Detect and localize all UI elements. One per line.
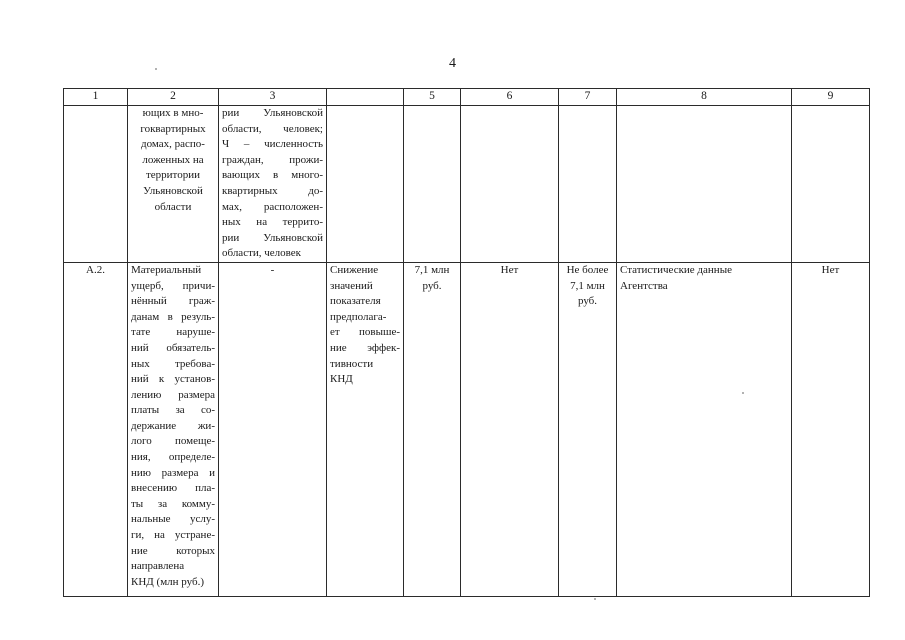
cell-text-line: вающих в много- [222, 169, 323, 182]
cell-text-line: территории [145, 169, 200, 182]
cell-a2-col6: Нет [461, 262, 559, 596]
indicators-table [63, 88, 870, 597]
table-row-continuation [64, 106, 870, 263]
page-number: 4 [449, 56, 456, 71]
cell-text-line: рии Ульяновской [222, 107, 323, 119]
header-col-2: 2 [128, 89, 219, 106]
cell-text-line: Ульяновской [143, 184, 203, 197]
cell-text-line: рии Ульяновской [222, 231, 323, 244]
cell-text-line: Ч – численность [222, 138, 323, 151]
header-row [64, 89, 870, 106]
cell-text-line: мах, расположен- [222, 200, 323, 213]
cell-cont-col2 [128, 106, 219, 263]
cell-text-line: лению размера [131, 388, 215, 401]
cell-cont-col5 [404, 106, 461, 263]
cell-text-line: направлена [131, 560, 185, 573]
cell-cont-col9 [792, 106, 870, 263]
cell-text-line: ние которых [131, 544, 215, 557]
scan-speck [155, 68, 157, 70]
cell-text-line: платы за со- [131, 404, 215, 417]
cell-text-line: Снижение [330, 263, 379, 276]
cell-text-line: внесению пла- [131, 482, 215, 495]
cell-text-line: нальные услу- [131, 513, 215, 526]
header-col-5: 5 [404, 89, 461, 106]
cell-text-line: ных требова- [131, 357, 215, 370]
cell-text-line: области [154, 200, 192, 213]
cell-text-line: Не более [566, 263, 609, 276]
cell-text-line: Материальный [131, 263, 202, 276]
cell-text-line: Агентства [620, 279, 668, 292]
cell-text-line: ний обязатель- [131, 341, 215, 354]
cell-a2-col9: Нет [792, 262, 870, 596]
cell-a2-interpretation [327, 262, 404, 596]
cell-text-line: руб. [577, 295, 598, 308]
cell-text-line: нию размера и [131, 466, 215, 479]
cell-a2-base-value [404, 262, 461, 596]
cell-cont-col4 [327, 106, 404, 263]
header-col-9: 9 [792, 89, 870, 106]
cell-text-line: 7,1 млн [570, 279, 605, 292]
cell-text-line: гоквартирных [140, 122, 206, 135]
header-col-8: 8 [617, 89, 792, 106]
cell-cont-col6 [461, 106, 559, 263]
cell-text-line: ложенных на [142, 153, 204, 166]
cell-a2-formula: - [219, 262, 327, 596]
cell-text-line: предполага- [330, 310, 387, 323]
cell-cont-col3 [219, 106, 327, 263]
cell-text-line: граждан, прожи- [222, 153, 323, 166]
cell-text-line: ний к установ- [131, 373, 215, 386]
cell-text-line: ты за комму- [131, 497, 215, 510]
cell-cont-col1 [64, 106, 128, 263]
cell-text-line: держание жи- [131, 419, 215, 432]
table-row-a2 [64, 262, 870, 596]
cell-text-line: ет повыше- [330, 326, 400, 339]
header-col-3: 3 [219, 89, 327, 106]
header-col-1: 1 [64, 89, 128, 106]
cell-text-line: области, человек; [222, 122, 323, 135]
cell-text-line: данам в резуль- [131, 310, 215, 323]
cell-cont-col8 [617, 106, 792, 263]
cell-text-line: значений [330, 279, 373, 292]
cell-text-line: ги, на устране- [131, 529, 215, 542]
cell-text-line: КНД (млн руб.) [131, 575, 205, 588]
cell-text-line: ния, определе- [131, 451, 215, 464]
cell-text-line: ущерб, причи- [131, 279, 215, 292]
scan-speck [742, 392, 744, 394]
cell-a2-id: А.2. [64, 262, 128, 596]
cell-text-line: Статистические данные [620, 263, 732, 276]
cell-text-line: ных на террито- [222, 216, 323, 229]
cell-text-line: лого помеще- [131, 435, 215, 448]
header-col-4 [327, 89, 404, 106]
cell-text-line: области, человек [222, 247, 302, 260]
cell-text-line: ние эффек- [330, 341, 400, 354]
cell-text-line: домах, распо- [141, 138, 205, 151]
cell-a2-data-source [617, 262, 792, 596]
cell-text-line: тивности [330, 357, 374, 370]
header-col-6: 6 [461, 89, 559, 106]
cell-a2-target-value [559, 262, 617, 596]
scan-speck [594, 598, 596, 600]
header-col-7: 7 [559, 89, 617, 106]
cell-text-line: тате наруше- [131, 326, 215, 339]
cell-text-line: показателя [330, 295, 381, 308]
cell-text-line: нённый граж- [131, 295, 215, 308]
cell-text-line: КНД [330, 373, 353, 386]
cell-text-line: квартирных до- [222, 184, 323, 197]
cell-text-line: руб. [422, 279, 442, 292]
cell-cont-col7 [559, 106, 617, 263]
cell-a2-indicator [128, 262, 219, 596]
cell-text-line: 7,1 млн [414, 263, 450, 276]
cell-text-line: ющих в мно- [142, 107, 204, 119]
